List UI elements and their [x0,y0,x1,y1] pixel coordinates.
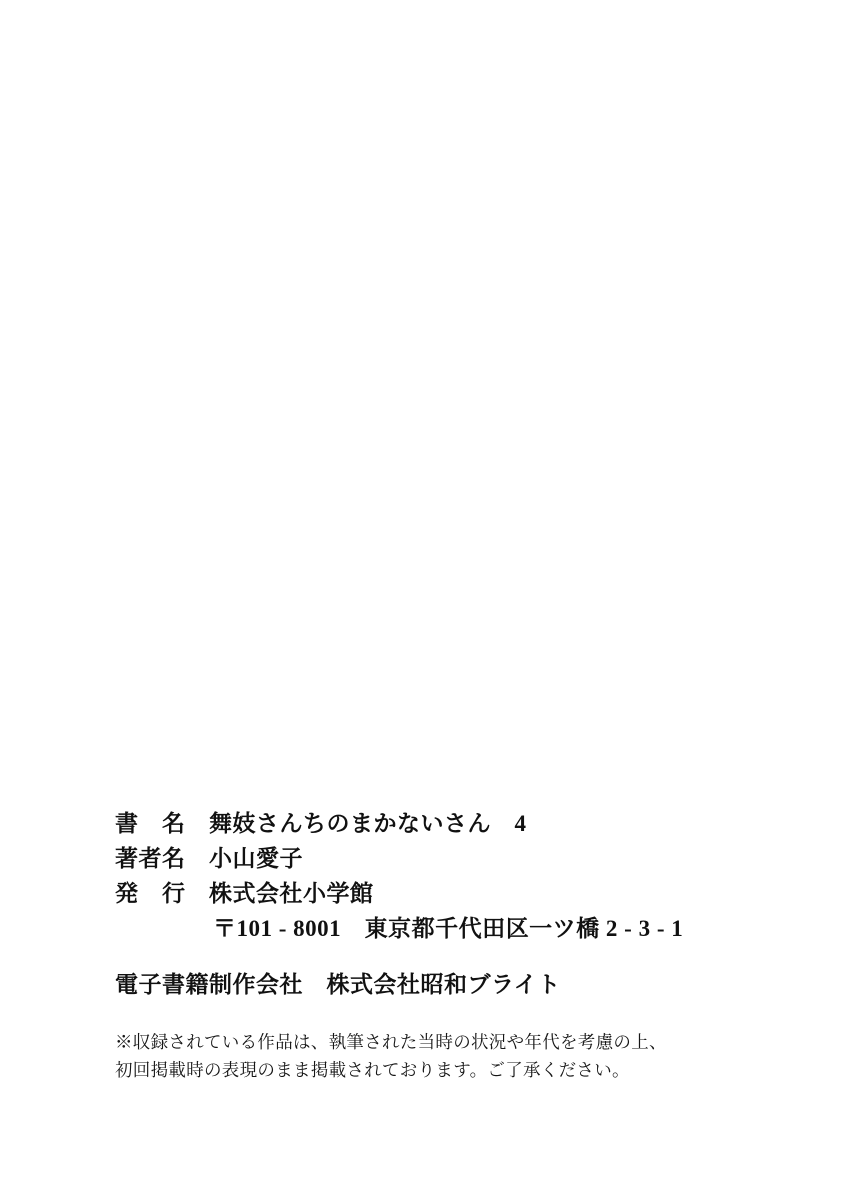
colophon-producer-line: 電子書籍制作会社 株式会社昭和ブライト [115,972,561,997]
colophon-spacer-lower [115,1002,775,1028]
colophon-address-line: 〒101 - 8001 東京都千代田区一ツ橋 2 - 3 - 1 [213,916,684,941]
colophon-author-line: 著者名 小山愛子 [115,846,303,871]
colophon-title-line: 書 名 舞妓さんちのまかないさん 4 [115,811,527,836]
colophon-block [115,806,775,1084]
colophon-note-line-2: 初回掲載時の表現のまま掲載されております。ご了承ください。 [115,1060,630,1080]
colophon-spacer-upper [115,946,775,968]
colophon-note-line-1: ※収録されている作品は、執筆された当時の状況や年代を考慮の上、 [115,1032,667,1052]
colophon-publisher-line: 発 行 株式会社小学館 [115,881,374,906]
